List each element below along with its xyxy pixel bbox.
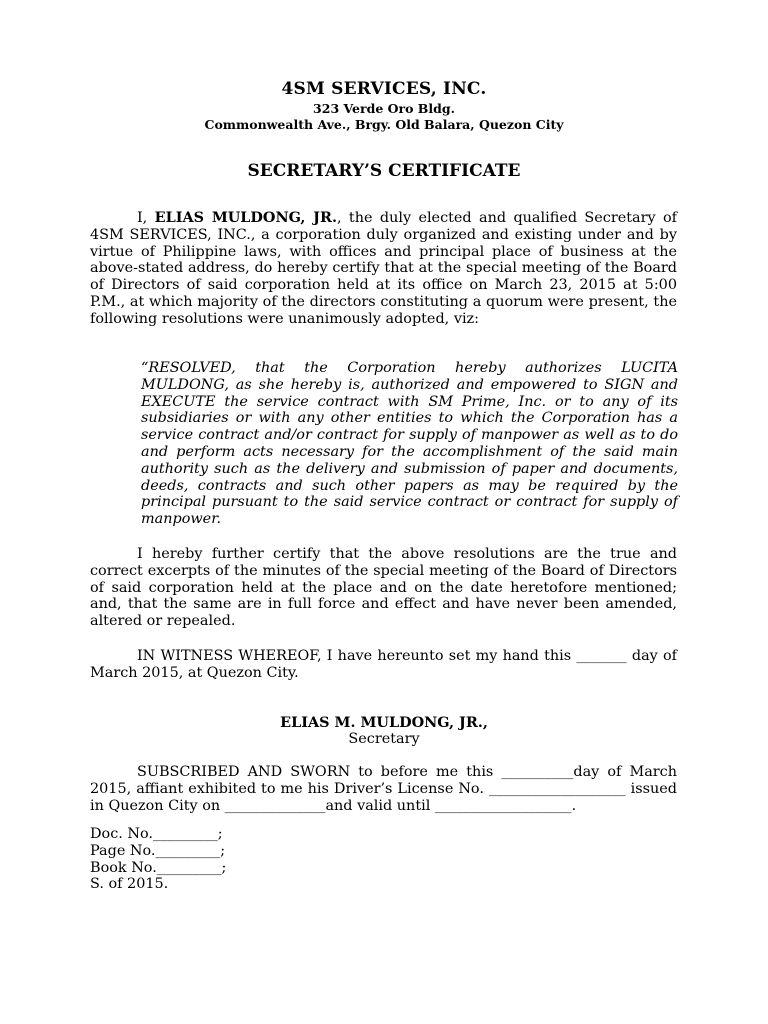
- series-year: S. of 2015.: [90, 876, 169, 893]
- jurat-paragraph: SUBSCRIBED AND SWORN to before me this __________day of March 2015, affiant exhibited to me his Driver’s License No. ___________________ issued in Quezon City on ______________and valid until ___________________.: [90, 764, 677, 814]
- further-certification-paragraph: I hereby further certify that the above resolutions are the true and correct excerpts of the minutes of the special meeting of the Board of Directors of said corporation held at the place and on the date heretofore mentioned; and, that the same are in full force and effect and have never been amended, altered or repealed.: [90, 546, 677, 630]
- page-number: Page No._________;: [90, 842, 226, 859]
- company-address-line2: Commonwealth Ave., Brgy. Old Balara, Quezon City: [204, 117, 564, 132]
- notarial-register: [90, 826, 390, 893]
- certification-paragraph: [90, 210, 677, 328]
- book-number: Book No._________;: [90, 859, 227, 876]
- company-address-line1: 323 Verde Oro Bldg.: [313, 101, 455, 116]
- company-name: 4SM SERVICES, INC.: [281, 79, 487, 99]
- paragraph-lead: I,: [137, 210, 155, 226]
- signatory-position: Secretary: [348, 731, 420, 747]
- resolution-quote: “RESOLVED, that the Corporation hereby authorizes LUCITA MULDONG, as she hereby is, authorized and empowered to SIGN and EXECUTE the service contract with SM Prime, Inc. or to any of its subsidiaries or with any other entities to which the Corporation has a service contract and/or contract for supply of manpower as well as to do and perform acts necessary for the accomplishment of the said main authority such as the delivery and submission of paper and documents, deeds, contracts and such other papers as may be required by the principal pursuant to the said service contract or contract for supply of manpower.: [141, 360, 678, 528]
- secretary-name: ELIAS MULDONG, JR.: [154, 209, 337, 226]
- signatory-name: ELIAS M. MULDONG, JR.,: [280, 714, 488, 731]
- witness-paragraph: IN WITNESS WHEREOF, I have hereunto set my hand this _______ day of March 2015, at Quezon City.: [90, 648, 677, 681]
- certificate-title: SECRETARY’S CERTIFICATE: [247, 161, 521, 181]
- paragraph-body: , the duly elected and qualified Secretary of 4SM SERVICES, INC., a corporation duly organized and existing under and by virtue of Philippine laws, with offices and principal place of business at the above-stated address, do hereby certify that at the special meeting of the Board of Directors of said corporation held at its office on March 23, 2015 at 5:00 P.M., at which majority of the directors constituting a quorum were present, the following resolutions were unanimously adopted, viz:: [90, 210, 677, 327]
- doc-number: Doc. No._________;: [90, 826, 223, 842]
